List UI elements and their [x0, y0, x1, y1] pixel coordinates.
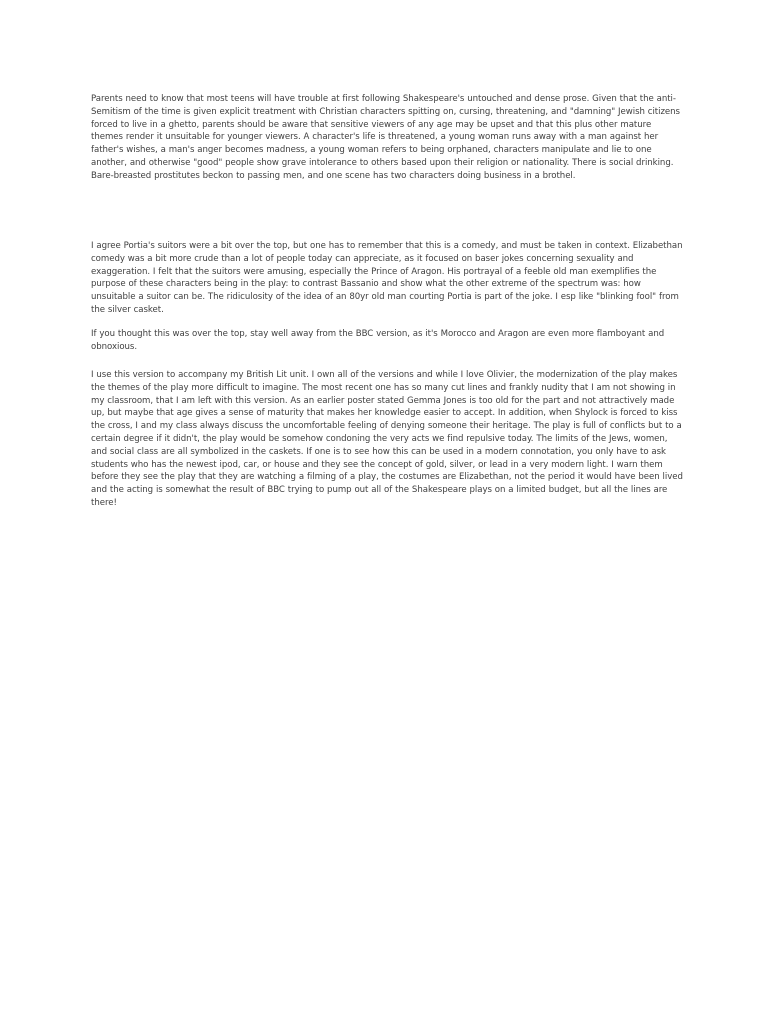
review-comment-portia-suitors: I agree Portia's suitors were a bit over the top, but one has to remember that this is a comedy, and must be taken in context. Elizabethan comedy was a bit more crude than a lot of people today can appreciate, as it focused on baser jokes concerning sexuality and exaggeration. I felt that the suitors were amusing, especially the Prince of Aragon. His portrayal of a feeble old man exemplifies the purpose of these characters being in the play: to contrast Bassanio and show what the other extreme of the spectrum was: how unsuitable a suitor can be. The ridiculosity of the idea of an 80yr old man courting Portia is part of the joke. I esp like "blinking fool" from the silver casket.: [91, 241, 683, 315]
review-comment-british-lit-unit: I use this version to accompany my British Lit unit. I own all of the versions and while I love Olivier, the modernization of the play makes the themes of the play more difficult to imagine. The most recent one has so many cut lines and frankly nudity that I am not showing in my classroom, that I am left with this version. As an earlier poster stated Gemma Jones is too old for the part and not attractively made up, but maybe that age gives a sense of maturity that makes her knowledge easier to accept. In addition, when Shylock is forced to kiss the cross, I and my class always discuss the uncomfortable feeling of denying someone their heritage. The play is full of conflicts but to a certain degree if it didn't, the play would be somehow condoning the very acts we find repulsive today. The limits of the Jews, women, and social class are all symbolized in the caskets. If one is to see how this can be used in a modern connotation, you only have to ask students who has the newest ipod, car, or house and they see the concept of gold, silver, or lead in a very modern light. I warn them before they see the play that they are watching a filming of a play, the costumes are Elizabethan, not the period it would have been lived and the acting is somewhat the result of BBC trying to pump out all of the Shakespeare plays on a limited budget, but all the lines are there!: [91, 370, 683, 508]
review-comment-bbc-version: If you thought this was over the top, stay well away from the BBC version, as it's Morocco and Aragon are even more flamboyant and obnoxious.: [91, 329, 665, 352]
parent-advisory-paragraph: Parents need to know that most teens will have trouble at first following Shakespeare's untouched and dense prose. Given that the anti-Semitism of the time is given explicit treatment with Christian characters spitting on, cursing, threatening, and "damning" Jewish citizens forced to live in a ghetto, parents should be aware that sensitive viewers of any age may be upset and that this plus other mature themes render it unsuitable for younger viewers. A character's life is threatened, a young woman runs away with a man against her father's wishes, a man's anger becomes madness, a young woman refers to being orphaned, characters manipulate and lie to one another, and otherwise "good" people show grave intolerance to others based upon their religion or nationality. There is social drinking. Bare-breasted prostitutes beckon to passing men, and one scene has two characters doing business in a brothel.: [91, 94, 680, 181]
